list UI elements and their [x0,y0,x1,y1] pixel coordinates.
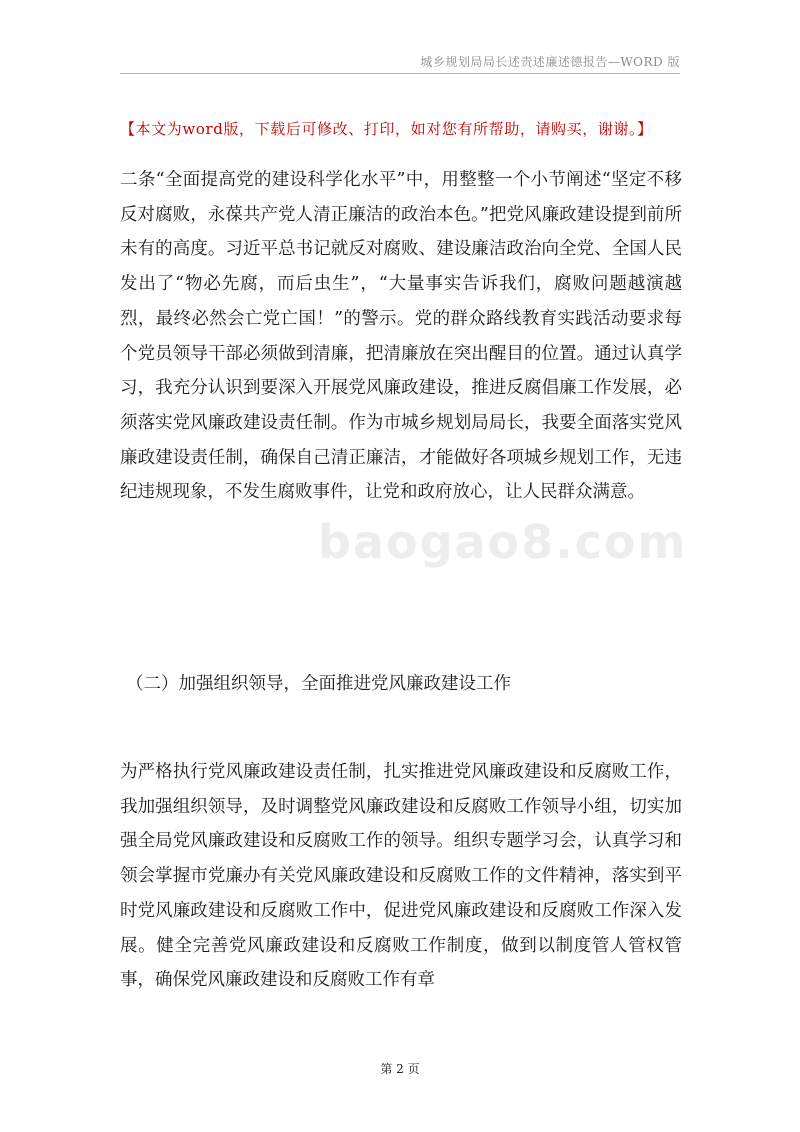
body-paragraph-1: 二条“全面提高党的建设科学化水平”中，用整整一个小节阐述“坚定不移反对腐败，永葆共产党人清正廉洁的政治本色。”把党风廉政建设提到前所未有的高度。习近平总书记就反对腐败、建设廉洁政治向全党、全国人民发出了“物必先腐，而后虫生”，“大量事实告诉我们，腐败问题越演越烈，最终必然会亡党亡国！”的警示。党的群众路线教育实践活动要求每个党员领导干部必须做到清廉，把清廉放在突出醒目的位置。通过认真学习，我充分认识到要深入开展党风廉政建设，推进反腐倡廉工作发展，必须落实党风廉政建设责任制。作为市城乡规划局局长，我要全面落实党风廉政建设责任制，确保自己清正廉洁，才能做好各项城乡规划工作，无违纪违规现象，不发生腐败事件，让党和政府放心，让人民群众满意。 [120,170,682,503]
page-header-title: 城乡规划局局长述责述廉述德报告—WORD 版 [420,55,680,69]
watermark-text: baogao8.com [318,515,688,569]
section-heading: （二）加强组织领导，全面推进党风廉政建设工作 [126,674,511,694]
download-notice: 【本文为word版，下载后可修改、打印，如对您有所帮助，请购买，谢谢。】 [120,120,653,138]
body-paragraph-2: 为严格执行党风廉政建设责任制，扎实推进党风廉政建设和反腐败工作，我加强组织领导，及时调整党风廉政建设和反腐败工作领导小组，切实加强全局党风廉政建设和反腐败工作的领导。组织专题学习会，认真学习和领会掌握市党廉办有关党风廉政建设和反腐败工作的文件精神，落实到平时党风廉政建设和反腐败工作中，促进党风廉政建设和反腐败工作深入发展。健全完善党风廉政建设和反腐败工作制度，做到以制度管人管权管事，确保党风廉政建设和反腐败工作有章 [120,762,682,991]
page-number: 第 2 页 [380,1062,420,1076]
header-divider [120,73,680,74]
